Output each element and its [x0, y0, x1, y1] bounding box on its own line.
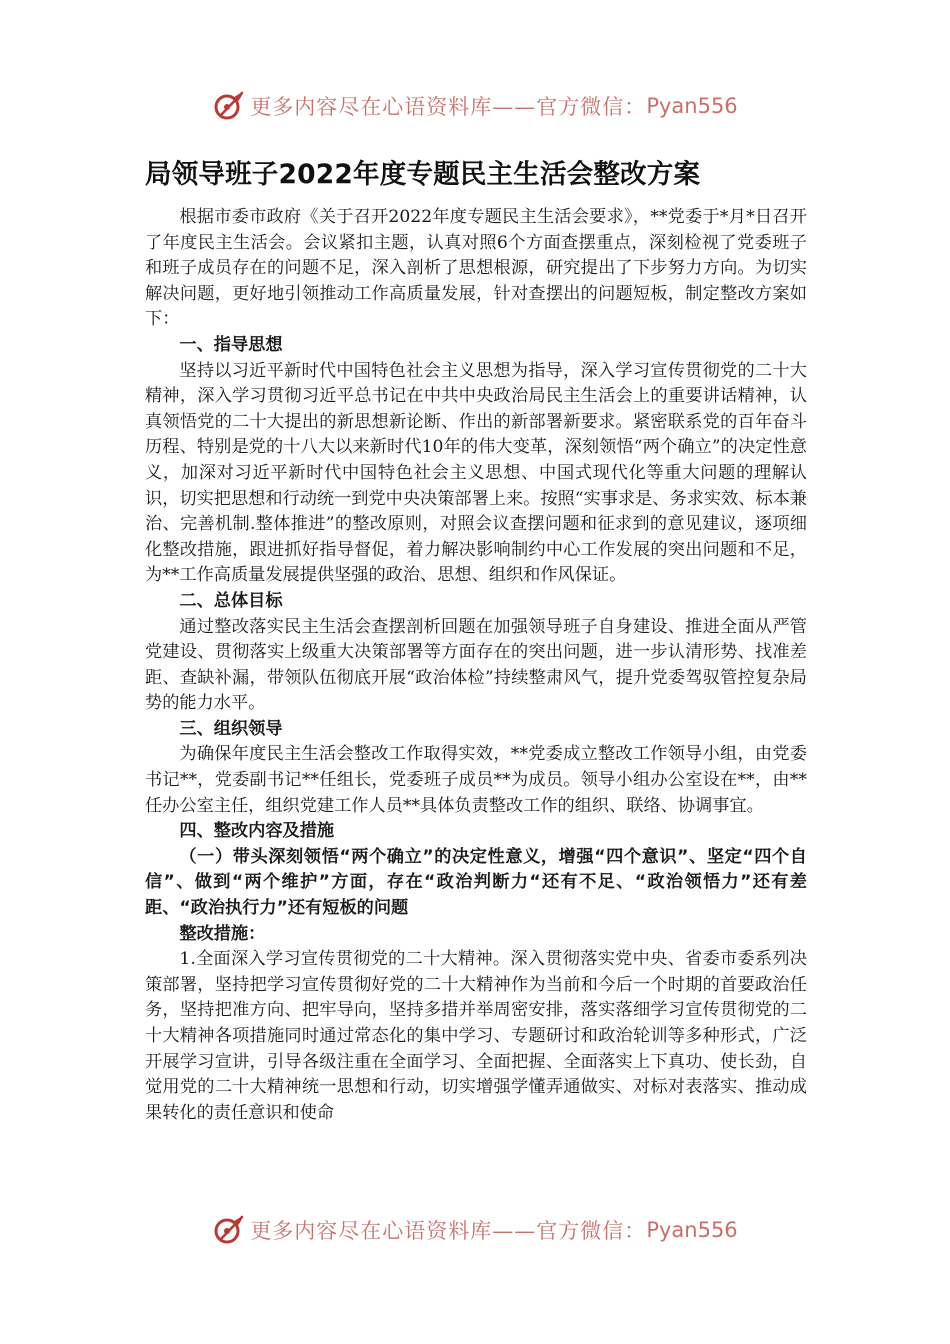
measure-1-paragraph: 1.全面深入学习宣传贯彻党的二十大精神。深入贯彻落实党中央、省委市委系列决策部署，坚持把学习宣传贯彻好党的二十大精神作为当前和今后一个时期的首要政治任务，坚持把准方向、把牢导向，坚持多措并举周密安排，落实落细学习宣传贯彻党的二十大精神各项措施同时通过常态化的集中学习、专题研讨和政治轮训等多种形式，广泛开展学习宣讲，引导各级注重在全面学习、全面把握、全面落实上下真功、使长劲，自觉用党的二十大精神统一思想和行动，切实增强学懂弄通做实、对标对表落实、推动成果转化的责任意识和使命 — [145, 949, 807, 1123]
quill-logo-icon — [212, 89, 246, 123]
section-heading-guiding-thought: 一、指导思想 — [179, 334, 283, 355]
header-watermark-banner — [0, 86, 950, 126]
section-heading-organization: 三、组织领导 — [179, 718, 283, 739]
document-body — [145, 205, 807, 1126]
section-heading-overall-goal: 二、总体目标 — [179, 590, 283, 611]
banner-text: 更多内容尽在心语资料库——官方微信： — [250, 95, 647, 119]
organization-paragraph: 为确保年度民主生活会整改工作取得实效，**党委成立整改工作领导小组，由党委书记**，党委副书记**任组长，党委班子成员**为成员。领导小组办公室设在**，由**任办公室主任，组织党建工作人员**具体负责整改工作的组织、联络、协调事宜。 — [145, 744, 807, 816]
document-title: 局领导班子2022年度专题民主生活会整改方案 — [145, 159, 701, 190]
section-heading-rectification: 四、整改内容及措施 — [179, 821, 335, 842]
measures-label: 整改措施： — [179, 923, 266, 944]
footer-watermark-banner — [0, 1210, 950, 1250]
intro-paragraph: 根据市委市政府《关于召开2022年度专题民主生活会要求》，**党委于*月*日召开了年度民主生活会。会议紧扣主题，认真对照6个方面查摆重点，深刻检视了党委班子和班子成员存在的问题不足，深入剖析了思想根源，研究提出了下步努力方向。为切实解决问题，更好地引领推动工作高质量发展，针对查摆出的问题短板，制定整改方案如下： — [145, 207, 807, 330]
guiding-thought-paragraph: 坚持以习近平新时代中国特色社会主义思想为指导，深入学习宣传贯彻党的二十大精神，深入学习贯彻习近平总书记在中共中央政治局民主生活会上的重要讲话精神，认真领悟党的二十大提出的新思想新论断、作出的新部署新要求。紧密联系党的百年奋斗历程、特别是党的十八大以来新时代10年的伟大变革，深刻领悟“两个确立”的决定性意义，加深对习近平新时代中国特色社会主义思想、中国式现代化等重大问题的理解认识，切实把思想和行动统一到党中央决策部署上来。按照“实事求是、务求实效、标本兼治、完善机制.整体推进”的整改原则，对照会议查摆问题和征求到的意见建议，逐项细化整改措施，跟进抓好指导督促，着力解决影响制约中心工作发展的突出问题和不足，为**工作高质量发展提供坚强的政治、思想、组织和作风保证。 — [145, 360, 807, 586]
banner-wechat-id: Pyan556 — [646, 1218, 738, 1242]
banner-text: 更多内容尽在心语资料库——官方微信： — [250, 1219, 647, 1243]
banner-wechat-id: Pyan556 — [646, 94, 738, 118]
overall-goal-paragraph: 通过整改落实民主生活会查摆剖析回题在加强领导班子自身建设、推进全面从严管党建设、贯彻落实上级重大决策部署等方面存在的突出问题，进一步认清形势、找准差距、查缺补漏，带领队伍彻底开展“政治体检”持续整肃风气，提升党委驾驭管控复杂局势的能力水平。 — [145, 616, 807, 714]
quill-logo-icon — [212, 1213, 246, 1247]
subsection-heading-1: （一）带头深刻领悟“两个确立”的决定性意义，增强“四个意识”、坚定“四个自信”、做到“两个维护”方面，存在“政治判断力“还有不足、“政治领悟力”还有差距、“政治执行力”还有短板的问题 — [145, 846, 807, 919]
